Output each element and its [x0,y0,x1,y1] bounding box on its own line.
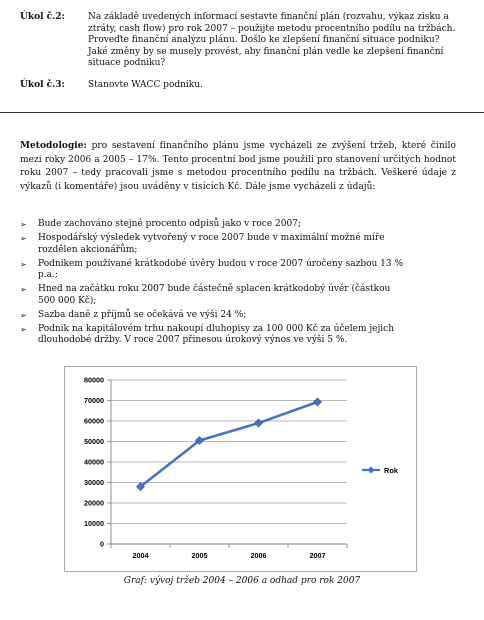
chart-caption: Graf: vývoj tržeb 2004 – 2006 a odhad pro rok 2007 [123,576,361,586]
methodology-heading: Metodologie: [20,141,87,151]
x-tick-label: 2005 [191,551,208,560]
arrow-bullet-icon: ➢ [20,324,27,334]
task-3-line: Stanovte WACC podniku. [88,80,203,90]
y-tick-label: 0 [100,539,104,549]
data-point [255,419,263,427]
methodology-text: pro sestavení finančního plánu jsme vycházeli ze zvýšení tržeb, které činilo mezi roky 2006 a 2005 – 17%. Tento procentní bod jsme použili pro stanovení určitých hodnot roku 2007 – tedy pracovali jsme s metodou procentního podílu na tržbách. Veškeré údaje z výkazů (i komentáře) jsou uváděny v tisících Kč. Dále jsme vycházeli z údajů: [20,141,456,192]
y-tick-label: 50000 [84,437,104,447]
y-tick-label: 20000 [84,498,104,508]
y-tick-label: 40000 [84,457,104,467]
y-tick-label: 30000 [84,478,104,488]
list-item-line: Bude zachováno stejné procento odpisů jako v roce 2007; [38,219,301,229]
list-item-line: Podnik na kapitálovém trhu nakoupí dluhopisy za 100 000 Kč za účelem jejich [38,323,395,334]
data-point [314,398,322,406]
arrow-bullet-icon: ➢ [20,310,27,320]
task-2-line: situace podniku? [88,58,166,69]
arrow-bullet-icon: ➢ [20,259,27,269]
task-3 [20,80,464,94]
task-2-line: Jaké změny by se musely provést, aby finanční plán vedle ke zlepšení finanční [88,46,444,57]
task-2-label: Úkol č.2: [20,12,65,22]
task-3-label: Úkol č.3: [20,80,65,90]
task-2-text [88,12,466,70]
revenue-chart [64,366,417,572]
task-2-line: Na základě uvedených informací sestavte finanční plán (rozvahu, výkaz zisku a [88,12,449,22]
list-item [20,233,456,256]
x-tick-label: 2006 [250,551,267,560]
arrow-bullet-icon: ➢ [20,220,27,229]
list-item-line: Podnikem používané krátkodobé úvěry budou v roce 2007 úročeny sazbou 13 % [38,258,404,269]
list-item [20,219,456,231]
chart-canvas [65,367,418,573]
x-tick-label: 2007 [309,551,326,560]
list-item-line: Sazba daně z příjmů se očekává ve výši 24 %; [38,309,247,320]
list-item [20,310,456,322]
y-tick-label: 60000 [84,416,104,426]
list-item-line: 500 000 Kč); [38,295,97,306]
list-item-line: p.a.; [38,270,58,281]
legend-label: Rok [384,466,398,475]
list-item [20,284,456,307]
legend-marker [368,467,375,474]
y-tick-label: 70000 [84,396,104,406]
list-item-line: Hned na začátku roku 2007 bude částečně splacen krátkodobý úvěr (částkou [38,284,391,295]
y-tick-label: 80000 [84,375,104,385]
task-2 [20,12,464,76]
methodology-paragraph [20,140,456,194]
list-item-line: rozdělen akcionářům; [38,244,138,255]
list-item [20,259,456,282]
task-2-line: Proveďte finanční analýzu plánu. Došlo ke zlepšení finanční situace podniku? [88,35,440,46]
x-tick-label: 2004 [132,551,149,560]
task-3-text [88,80,466,92]
series-line [141,402,318,487]
arrow-bullet-icon: ➢ [20,285,27,295]
section-divider [0,112,484,113]
arrow-bullet-icon: ➢ [20,233,27,243]
assumption-list [20,219,456,349]
task-2-line: ztráty, cash flow) pro rok 2007 – použijte metodu procentního podílu na tržbách. [88,23,456,34]
list-item-line: Hospodářský výsledek vytvořený v roce 2007 bude v maximální možné míře [38,232,385,243]
list-item [20,324,456,347]
y-tick-label: 10000 [84,519,104,529]
list-item-line: dlouhodobé držby. V roce 2007 přinesou úrokový výnos ve výši 5 %. [38,335,348,346]
